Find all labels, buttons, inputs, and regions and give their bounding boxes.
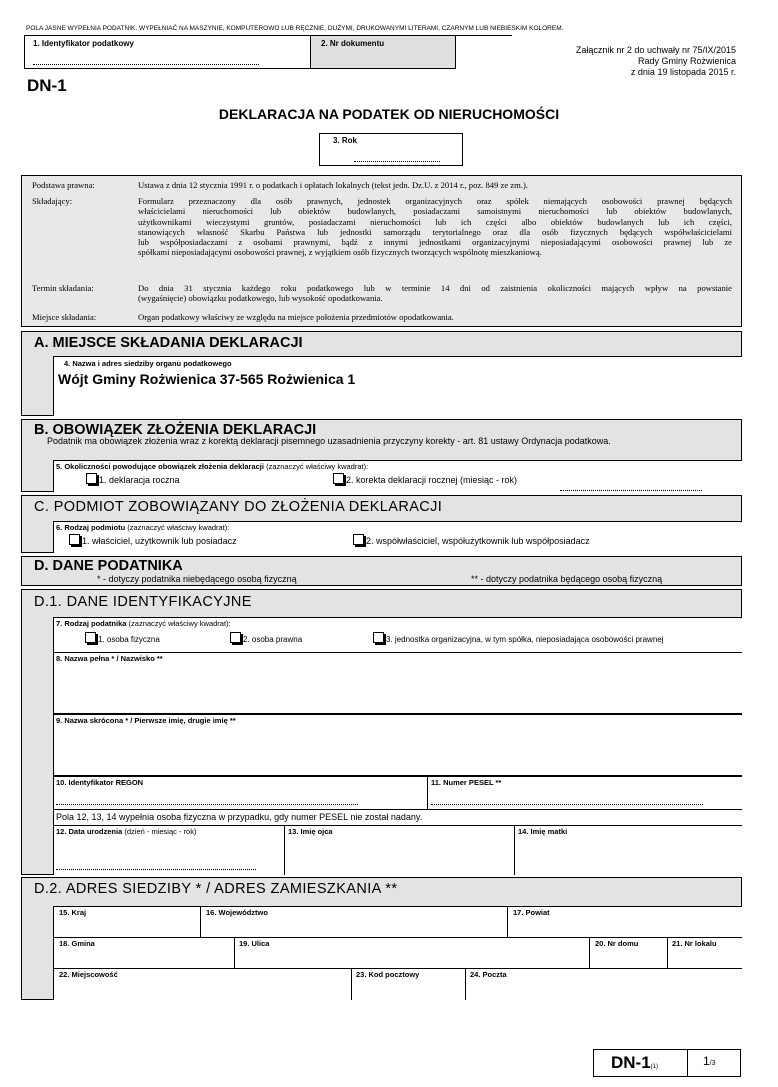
field-5-hint: (zaznaczyć właściwy kwadrat): <box>266 462 369 471</box>
legal-info <box>21 175 742 327</box>
field-22-label: 22. Miejscowość <box>59 970 118 979</box>
filer-label: Składający: <box>32 196 73 206</box>
footer-code-sup: (1) <box>650 1064 659 1070</box>
field-14-box[interactable] <box>515 826 742 875</box>
section-d-note-2: ** - dotyczy podatnika będącego osobą fizyczną <box>471 574 663 584</box>
field-4-value: Wójt Gminy Rożwienica 37-565 Rożwienica 1 <box>58 371 356 387</box>
place-label: Miejsce składania: <box>32 312 97 322</box>
basis-label: Podstawa prawna: <box>32 180 95 190</box>
checkbox-owner[interactable] <box>69 534 80 545</box>
field-10-label: 10. Identyfikator REGON <box>56 778 144 787</box>
correction-date-dots <box>560 490 702 491</box>
filer-line-3: użytkownikami wieczystymi gruntów, posiadaczami nieruchomości lub ich części albo obiektów budowlanych lub ich części, <box>138 216 732 227</box>
attachment-line-3: z dnia 19 listopada 2015 r. <box>630 67 736 77</box>
option-correction[interactable] <box>333 473 517 485</box>
address-row-2 <box>53 937 742 969</box>
attachment-line-2: Rady Gminy Rożwienica <box>637 56 736 66</box>
field-5-box <box>53 460 742 492</box>
field-9-box[interactable] <box>53 714 742 776</box>
field-12-label <box>56 827 196 836</box>
field-2-box <box>310 35 456 69</box>
option-legal-person-label: 2. osoba prawna <box>243 635 303 644</box>
attachment-note <box>576 45 736 78</box>
option-correction-label: 2. korekta deklaracji rocznej (miesiąc - rok) <box>346 475 518 485</box>
field-21-label: 21. Nr lokalu <box>672 939 717 948</box>
left-line <box>24 35 25 69</box>
filer-text <box>138 196 732 258</box>
deadline-label: Termin składania: <box>32 283 94 293</box>
filer-line-2: właścicielami nieruchomości lub obiektów budowlanych, posiadaczami samoistnymi nieruchomości lub obiektów budowlanych, <box>138 206 732 217</box>
field-10-dots <box>56 804 358 805</box>
top-line <box>456 35 512 36</box>
deadline-line-1: Do dnia 31 stycznia każdego roku podatkowego lub w terminie 14 dni od zaistnienia okoliczności mających wpływ na powstanie <box>138 283 732 293</box>
addr-row2-div-3 <box>667 938 668 969</box>
field-12-box[interactable] <box>54 826 284 875</box>
option-owner[interactable] <box>69 534 237 546</box>
section-b <box>21 419 742 492</box>
field-7-title: 7. Rodzaj podatnika <box>56 619 127 628</box>
field-18-label: 18. Gmina <box>59 939 95 948</box>
field-11-label: 11. Numer PESEL ** <box>431 778 502 787</box>
field-20-label: 20. Nr domu <box>595 939 639 948</box>
field-7-label <box>56 619 231 628</box>
section-d <box>21 556 742 586</box>
section-c <box>21 495 742 553</box>
field-10-box[interactable] <box>54 777 427 810</box>
filer-line-6: spółkami nieposiadającymi osobowości prawnej, z wyjątkiem osób fizycznych tworzących wspólnotę mieszkaniową. <box>138 247 542 258</box>
field-11-dots <box>431 804 703 805</box>
field-5-title: 5. Okoliczności powodujące obowiązek złożenia deklaracji <box>56 462 264 471</box>
option-legal-person[interactable] <box>230 632 302 644</box>
footer-box <box>593 1049 741 1077</box>
field-2-label: 2. Nr dokumentu <box>321 39 385 48</box>
option-org-unit-label: 3. jednostka organizacyjna, w tym spółka, nieposiadająca osobowości prawnej <box>386 635 664 644</box>
section-d2-title: D.2. ADRES SIEDZIBY * / ADRES ZAMIESZKANIA ** <box>34 881 398 897</box>
page-current: 1 <box>703 1054 710 1068</box>
field-19-label: 19. Ulica <box>239 939 270 948</box>
deadline-text <box>138 283 732 304</box>
pesel-note-row <box>53 810 742 825</box>
field-13-label: 13. Imię ojca <box>288 827 333 836</box>
option-natural-person[interactable] <box>85 632 160 644</box>
addr-row2-div-1 <box>234 938 235 969</box>
checkbox-annual[interactable] <box>86 473 97 484</box>
checkbox-coowner[interactable] <box>353 534 364 545</box>
addr-row2-div-2 <box>589 938 590 969</box>
basis-text: Ustawa z dnia 12 stycznia 1991 r. o podatkach i opłatach lokalnych (tekst jedn. Dz.U. z 2014 r., poz. 849 ze zm.). <box>138 180 528 190</box>
field-17-label: 17. Powiat <box>513 908 550 917</box>
attachment-line-1: Załącznik nr 2 do uchwały nr 75/IX/2015 <box>575 45 736 55</box>
section-d-title: D. DANE PODATNIKA <box>34 558 183 574</box>
section-c-title: C. PODMIOT ZOBOWIĄZANY DO ZŁOŻENIA DEKLARACJI <box>34 499 443 515</box>
field-8-box[interactable] <box>53 652 742 714</box>
top-note: POLA JASNE WYPEŁNIA PODATNIK. WYPEŁNIAĆ NA MASZYNIE, KOMPUTEROWO LUB RĘCZNIE, DUŻYMI, DRUKOWANYMI LITERAMI, CZARNYM LUB NIEBIESKIM KOLOREM. <box>26 25 564 32</box>
field-1-label: 1. Identyfikator podatkowy <box>33 39 134 48</box>
birth-row <box>53 825 742 875</box>
footer-code <box>611 1053 658 1073</box>
page-total: /3 <box>709 1060 716 1067</box>
addr-row3-div-2 <box>465 969 466 1000</box>
option-natural-person-label: 1. osoba fizyczna <box>98 635 160 644</box>
field-5-label <box>56 462 368 471</box>
field-15-label: 15. Kraj <box>59 908 87 917</box>
field-7-hint: (zaznaczyć właściwy kwadrat): <box>128 619 231 628</box>
field-7-box <box>53 617 742 653</box>
checkbox-legal-person[interactable] <box>230 632 241 643</box>
field-6-hint: (zaznaczyć właściwy kwadrat): <box>127 523 230 532</box>
field-12-dots <box>56 869 256 870</box>
place-text: Organ podatkowy właściwy ze względu na miejsce położenia przedmiotów opodatkowania. <box>138 312 454 322</box>
field-12-title: 12. Data urodzenia <box>56 827 123 836</box>
form-code: DN-1 <box>27 76 67 95</box>
field-4-box[interactable] <box>53 356 742 416</box>
filer-line-5: lub współposiadaczami z osobami prawnymi, bądź z innymi jednostkami organizacyjnymi nieposiadającymi osobowości prawnej lub ze <box>138 237 732 248</box>
option-annual-label: 1. deklaracja roczna <box>99 475 180 485</box>
field-3-dots <box>354 161 440 162</box>
addr-row1-div-1 <box>200 907 201 938</box>
field-1-box[interactable] <box>24 35 310 69</box>
field-12-hint: (dzień - miesiąc - rok) <box>124 827 197 836</box>
filer-line-1: Formularz przeznaczony dla osób prawnych, jednostek organizacyjnych oraz spółek niemających osobowości prawnej będących <box>138 196 732 206</box>
field-8-label: 8. Nazwa pełna * / Nazwisko ** <box>56 654 163 663</box>
section-d1 <box>21 589 742 875</box>
field-6-title: 6. Rodzaj podmiotu <box>56 523 126 532</box>
field-11-box[interactable] <box>428 777 742 810</box>
page-title: DEKLARACJA NA PODATEK OD NIERUCHOMOŚCI <box>218 106 560 122</box>
deadline-line-2: (wygaśnięcie) obowiązku podatkowego, lub wysokość opodatkowania. <box>138 293 383 304</box>
checkbox-natural-person[interactable] <box>85 632 96 643</box>
page-number <box>703 1054 716 1068</box>
addr-row1-div-2 <box>507 907 508 938</box>
addr-row3-div-1 <box>351 969 352 1000</box>
id-row <box>53 776 742 810</box>
field-16-label: 16. Województwo <box>206 908 268 917</box>
field-23-label: 23. Kod pocztowy <box>356 970 420 979</box>
footer-divider <box>687 1050 688 1077</box>
field-6-label <box>56 523 229 532</box>
field-3-label: 3. Rok <box>333 136 358 145</box>
checkbox-org-unit[interactable] <box>373 632 384 643</box>
address-row-3 <box>53 968 742 1000</box>
field-6-box <box>53 521 742 553</box>
option-coowner-label: 2. współwłaściciel, współużytkownik lub współposiadacz <box>366 536 590 546</box>
field-1-dots <box>33 64 259 65</box>
section-d2 <box>21 877 742 1000</box>
field-24-label: 24. Poczta <box>470 970 507 979</box>
section-b-subtitle: Podatnik ma obowiązek złożenia wraz z korektą deklaracji pisemnego uzasadnienia przyczyny korekty - art. 81 ustawy Ordynacja podatkowa. <box>47 436 611 446</box>
field-4-label: 4. Nazwa i adres siedziby organu podatkowego <box>64 359 232 368</box>
field-3-box[interactable] <box>319 133 463 166</box>
section-a-title: A. MIEJSCE SKŁADANIA DEKLARACJI <box>34 335 303 351</box>
section-d1-title: D.1. DANE IDENTYFIKACYJNE <box>34 594 252 610</box>
option-coowner[interactable] <box>353 534 590 546</box>
section-b-title: B. OBOWIĄZEK ZŁOŻENIA DEKLARACJI <box>34 422 317 438</box>
pesel-note: Pola 12, 13, 14 wypełnia osoba fizyczna w przypadku, gdy numer PESEL nie został nadany. <box>56 812 423 822</box>
option-owner-label: 1. właściciel, użytkownik lub posiadacz <box>82 536 237 546</box>
field-14-label: 14. Imię matki <box>518 827 568 836</box>
field-9-label: 9. Nazwa skrócona * / Pierwsze imię, drugie imię ** <box>56 716 236 725</box>
section-d-note-1: * - dotyczy podatnika niebędącego osobą fizyczną <box>97 574 297 584</box>
checkbox-correction[interactable] <box>333 473 344 484</box>
option-org-unit[interactable] <box>373 632 664 644</box>
field-13-box[interactable] <box>285 826 514 875</box>
section-a <box>21 331 742 416</box>
footer-code-text: DN-1 <box>611 1053 651 1072</box>
option-annual[interactable] <box>86 473 180 485</box>
filer-line-4: stanowiących własność Skarbu Państwa lub jednostki samorządu terytorialnego oraz dla osób fizycznych będących współwłaścicielami <box>138 226 732 237</box>
address-row-1 <box>53 906 742 938</box>
